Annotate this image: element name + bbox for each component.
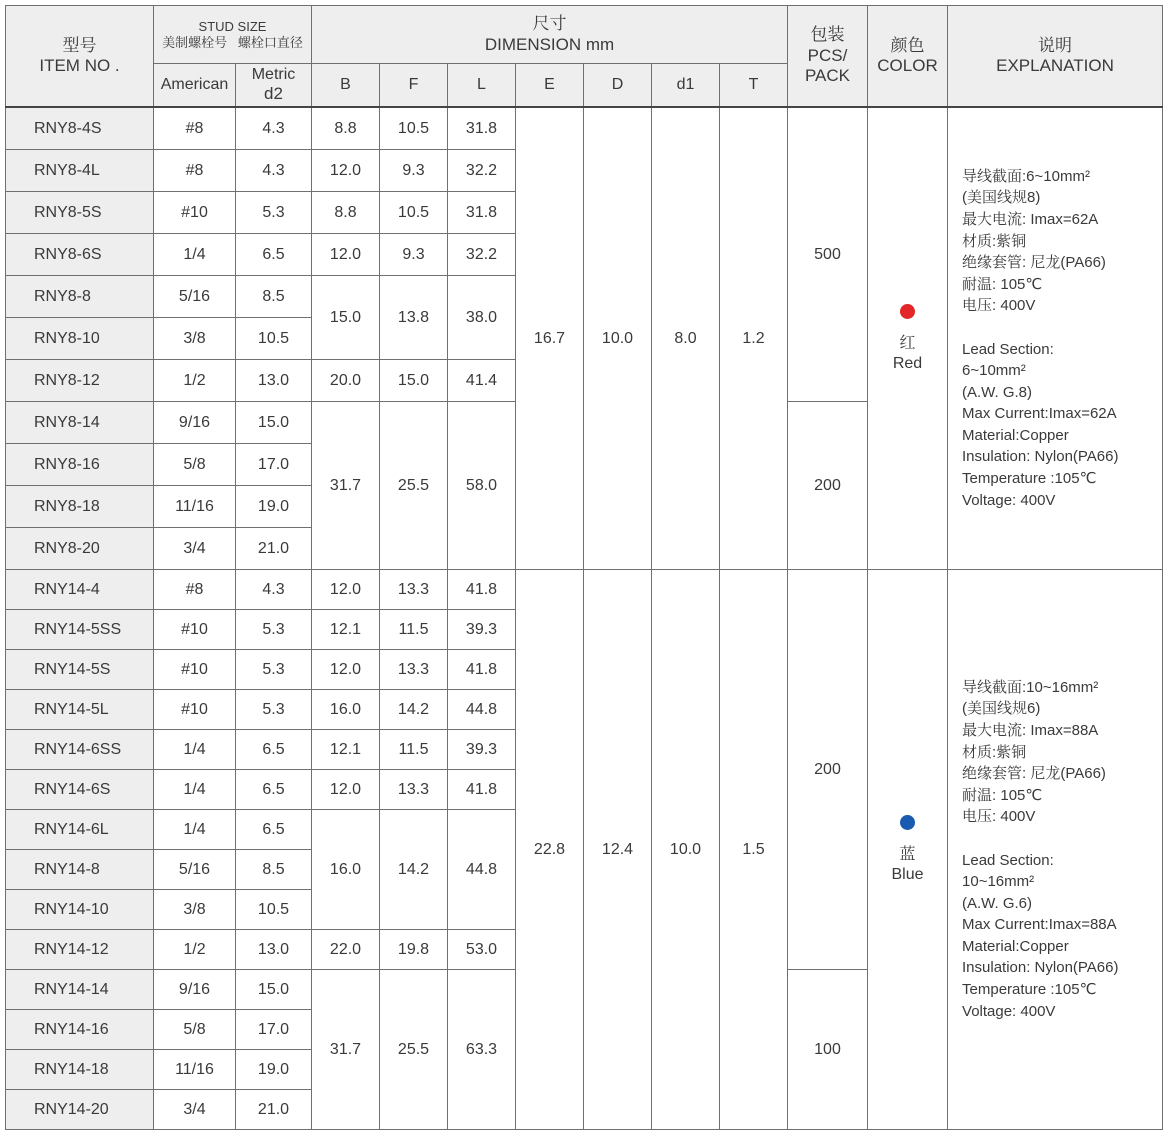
metric-size: 4.3: [236, 150, 312, 192]
dim-t: 1.5: [720, 570, 788, 1130]
dim-b: 16.0: [312, 690, 380, 730]
metric-size: 5.3: [236, 192, 312, 234]
item-no: RNY14-10: [6, 890, 154, 930]
american-size: 9/16: [154, 402, 236, 444]
dim-l: 38.0: [448, 276, 516, 360]
dim-b: 22.0: [312, 930, 380, 970]
blue-dot-icon: [900, 815, 915, 830]
explanation-text: 导线截面:10~16mm² (美国线规6) 最大电流: Imax=88A 材质:紫铜 绝缘套管: 尼龙(PA66) 耐温: 105℃ 电压: 400V Lead Section: 10~16mm² (A.W. G.6) Max Current:Imax=88A Material:Copper Insulation: Nylon(PA66) Temperature :105℃ Voltage: 400V: [948, 570, 1163, 1130]
american-size: 1/4: [154, 234, 236, 276]
american-size: 3/4: [154, 528, 236, 570]
metric-size: 19.0: [236, 1050, 312, 1090]
dim-f: 9.3: [380, 150, 448, 192]
dim-d1: 8.0: [652, 107, 720, 570]
dim-b: 8.8: [312, 107, 380, 150]
dim-b: 20.0: [312, 360, 380, 402]
item-no: RNY8-4S: [6, 107, 154, 150]
metric-size: 17.0: [236, 1010, 312, 1050]
item-no: RNY14-5L: [6, 690, 154, 730]
dim-l: 39.3: [448, 730, 516, 770]
american-size: 11/16: [154, 486, 236, 528]
american-size: #8: [154, 570, 236, 610]
pack-qty: 200: [788, 570, 868, 970]
dim-l: 41.8: [448, 770, 516, 810]
american-size: 1/4: [154, 810, 236, 850]
item-no: RNY8-12: [6, 360, 154, 402]
american-size: 9/16: [154, 970, 236, 1010]
american-size: #10: [154, 690, 236, 730]
header-d: D: [584, 64, 652, 108]
dim-b: 12.1: [312, 610, 380, 650]
dim-f: 25.5: [380, 402, 448, 570]
color-cell: 红 Red: [868, 107, 948, 570]
metric-size: 8.5: [236, 276, 312, 318]
item-no: RNY14-5SS: [6, 610, 154, 650]
header-dimension: 尺寸 DIMENSION mm: [312, 6, 788, 64]
american-size: 3/8: [154, 318, 236, 360]
header-metric: Metric d2: [236, 64, 312, 108]
explanation-text: 导线截面:6~10mm² (美国线规8) 最大电流: Imax=62A 材质:紫铜 绝缘套管: 尼龙(PA66) 耐温: 105℃ 电压: 400V Lead Section: 6~10mm² (A.W. G.8) Max Current:Imax=62A Material:Copper Insulation: Nylon(PA66) Temperature :105℃ Voltage: 400V: [948, 107, 1163, 570]
metric-size: 6.5: [236, 730, 312, 770]
pack-qty: 500: [788, 107, 868, 402]
dim-b: 12.1: [312, 730, 380, 770]
dim-d1: 10.0: [652, 570, 720, 1130]
dim-f: 10.5: [380, 107, 448, 150]
dim-f: 13.3: [380, 770, 448, 810]
metric-size: 21.0: [236, 1090, 312, 1130]
header-t: T: [720, 64, 788, 108]
item-no: RNY8-10: [6, 318, 154, 360]
dim-b: 12.0: [312, 150, 380, 192]
item-no: RNY14-6L: [6, 810, 154, 850]
metric-size: 6.5: [236, 810, 312, 850]
dim-l: 32.2: [448, 150, 516, 192]
red-dot-icon: [900, 304, 915, 319]
dim-d: 12.4: [584, 570, 652, 1130]
dim-l: 44.8: [448, 810, 516, 930]
dim-b: 12.0: [312, 650, 380, 690]
header-l: L: [448, 64, 516, 108]
dim-f: 9.3: [380, 234, 448, 276]
metric-size: 10.5: [236, 890, 312, 930]
dim-l: 58.0: [448, 402, 516, 570]
dim-l: 32.2: [448, 234, 516, 276]
dim-l: 63.3: [448, 970, 516, 1130]
header-d1: d1: [652, 64, 720, 108]
dim-b: 12.0: [312, 234, 380, 276]
metric-size: 4.3: [236, 107, 312, 150]
metric-size: 5.3: [236, 650, 312, 690]
dim-l: 31.8: [448, 107, 516, 150]
item-no: RNY14-20: [6, 1090, 154, 1130]
american-size: 3/4: [154, 1090, 236, 1130]
dim-f: 14.2: [380, 690, 448, 730]
dim-b: 8.8: [312, 192, 380, 234]
metric-size: 13.0: [236, 360, 312, 402]
item-no: RNY8-4L: [6, 150, 154, 192]
table-row: [6, 570, 1163, 610]
header-e: E: [516, 64, 584, 108]
american-size: 11/16: [154, 1050, 236, 1090]
metric-size: 13.0: [236, 930, 312, 970]
metric-size: 15.0: [236, 970, 312, 1010]
dim-f: 13.3: [380, 650, 448, 690]
item-no: RNY14-18: [6, 1050, 154, 1090]
item-no: RNY14-14: [6, 970, 154, 1010]
item-no: RNY8-16: [6, 444, 154, 486]
dim-f: 13.3: [380, 570, 448, 610]
dim-f: 11.5: [380, 610, 448, 650]
item-no: RNY8-20: [6, 528, 154, 570]
table-body: [6, 107, 1163, 1130]
american-size: 5/8: [154, 1010, 236, 1050]
american-size: 1/4: [154, 730, 236, 770]
dim-f: 10.5: [380, 192, 448, 234]
pack-qty: 200: [788, 402, 868, 570]
item-no: RNY8-6S: [6, 234, 154, 276]
header-explanation: 说明 EXPLANATION: [948, 6, 1163, 108]
dim-f: 25.5: [380, 970, 448, 1130]
metric-size: 19.0: [236, 486, 312, 528]
header-stud-size: STUD SIZE 美制螺栓号 螺栓口直径: [154, 6, 312, 64]
item-no: RNY14-8: [6, 850, 154, 890]
metric-size: 4.3: [236, 570, 312, 610]
dim-l: 39.3: [448, 610, 516, 650]
dim-b: 12.0: [312, 570, 380, 610]
metric-size: 8.5: [236, 850, 312, 890]
american-size: #10: [154, 650, 236, 690]
metric-size: 6.5: [236, 770, 312, 810]
dim-f: 11.5: [380, 730, 448, 770]
metric-size: 5.3: [236, 690, 312, 730]
american-size: #8: [154, 107, 236, 150]
item-no: RNY14-6SS: [6, 730, 154, 770]
american-size: #10: [154, 192, 236, 234]
dim-d: 10.0: [584, 107, 652, 570]
item-no: RNY8-14: [6, 402, 154, 444]
dim-l: 41.8: [448, 650, 516, 690]
american-size: #10: [154, 610, 236, 650]
dim-t: 1.2: [720, 107, 788, 570]
item-no: RNY8-8: [6, 276, 154, 318]
item-no: RNY14-6S: [6, 770, 154, 810]
dim-l: 31.8: [448, 192, 516, 234]
dim-e: 22.8: [516, 570, 584, 1130]
dim-f: 15.0: [380, 360, 448, 402]
dim-l: 41.8: [448, 570, 516, 610]
american-size: 1/2: [154, 360, 236, 402]
header-pack: 包装 PCS/ PACK: [788, 6, 868, 108]
dim-l: 53.0: [448, 930, 516, 970]
metric-size: 10.5: [236, 318, 312, 360]
header-b: B: [312, 64, 380, 108]
dim-b: 31.7: [312, 970, 380, 1130]
metric-size: 17.0: [236, 444, 312, 486]
item-no: RNY8-5S: [6, 192, 154, 234]
header-f: F: [380, 64, 448, 108]
american-size: 3/8: [154, 890, 236, 930]
table-header: [6, 6, 1163, 108]
dim-b: 31.7: [312, 402, 380, 570]
item-no: RNY14-4: [6, 570, 154, 610]
item-no: RNY14-5S: [6, 650, 154, 690]
table-row: [6, 107, 1163, 150]
dim-b: 12.0: [312, 770, 380, 810]
dim-b: 16.0: [312, 810, 380, 930]
dim-f: 14.2: [380, 810, 448, 930]
color-cell: 蓝 Blue: [868, 570, 948, 1130]
dim-b: 15.0: [312, 276, 380, 360]
header-american: American: [154, 64, 236, 108]
spec-table: [5, 5, 1163, 1130]
metric-size: 6.5: [236, 234, 312, 276]
pack-qty: 100: [788, 970, 868, 1130]
metric-size: 5.3: [236, 610, 312, 650]
item-no: RNY8-18: [6, 486, 154, 528]
american-size: 1/4: [154, 770, 236, 810]
dim-f: 13.8: [380, 276, 448, 360]
header-color: 颜色 COLOR: [868, 6, 948, 108]
american-size: 5/16: [154, 850, 236, 890]
header-item-no: 型号 ITEM NO .: [6, 6, 154, 108]
metric-size: 21.0: [236, 528, 312, 570]
american-size: 5/16: [154, 276, 236, 318]
dim-l: 44.8: [448, 690, 516, 730]
dim-f: 19.8: [380, 930, 448, 970]
dim-l: 41.4: [448, 360, 516, 402]
metric-size: 15.0: [236, 402, 312, 444]
american-size: 1/2: [154, 930, 236, 970]
item-no: RNY14-16: [6, 1010, 154, 1050]
american-size: #8: [154, 150, 236, 192]
american-size: 5/8: [154, 444, 236, 486]
item-no: RNY14-12: [6, 930, 154, 970]
dim-e: 16.7: [516, 107, 584, 570]
